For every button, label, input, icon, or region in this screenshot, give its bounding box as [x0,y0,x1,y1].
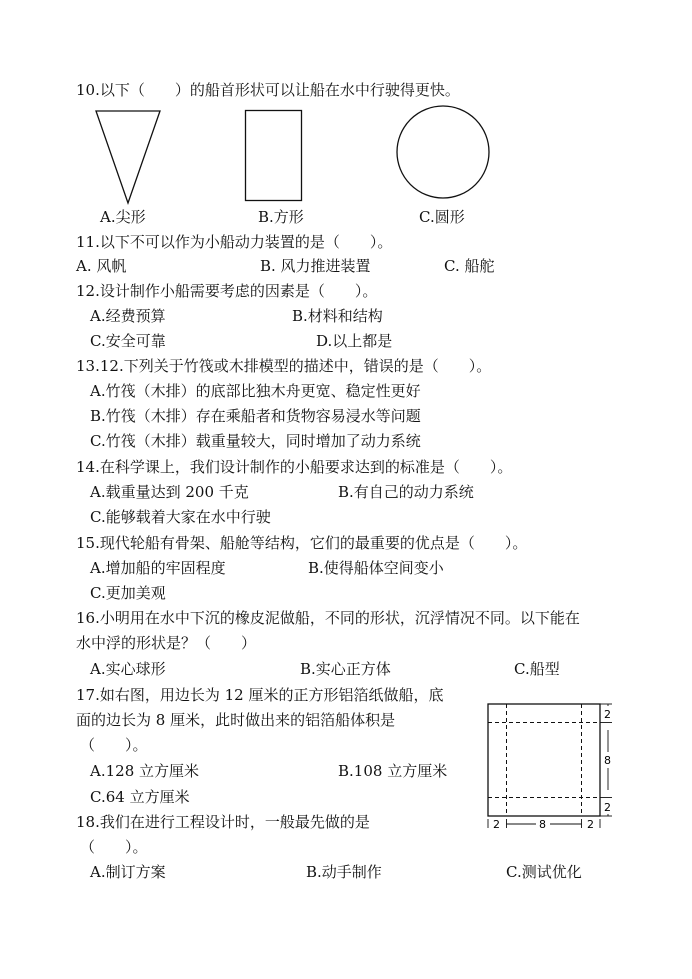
q13-stem: 13.12.下列关于竹筏或木排模型的描述中，错误的是（ ）。 [76,357,492,375]
dim-right-mid: 8 [604,754,611,767]
dim-right-bottom: 2 [604,801,611,814]
q18-option-c: C.测试优化 [506,863,582,881]
q16-stem-line2: 水中浮的形状是？（ ） [76,634,257,652]
q10-option-b: B.方形 [258,208,304,226]
q16-option-c: C.船型 [514,660,560,678]
q14-stem: 14.在科学课上，我们设计制作的小船要求达到的标准是（ ）。 [76,458,513,476]
q15-stem: 15.现代轮船有骨架、船舱等结构，它们的最重要的优点是（ ）。 [76,534,528,552]
foil-square-diagram [484,700,620,834]
q17-option-b: B.108 立方厘米 [338,762,448,780]
rectangle-shape-icon [244,109,304,203]
circle-shape-icon [394,103,492,201]
q11-option-c: C. 船舵 [444,257,495,275]
q13-option-b: B.竹筏（木排）存在乘船者和货物容易浸水等问题 [90,407,421,425]
q11-option-b: B. 风力推进装置 [260,257,371,275]
q10-option-c: C.圆形 [419,208,465,226]
q12-stem: 12.设计制作小船需要考虑的因素是（ ）。 [76,282,378,300]
dim-right-top: 2 [604,708,611,721]
q18-option-b: B.动手制作 [306,863,382,881]
outer-square [488,704,600,816]
q17-stem-line1: 17.如右图，用边长为 12 厘米的正方形铝箔纸做船，底 [76,686,444,704]
q13-option-a: A.竹筏（木排）的底部比独木舟更宽、稳定性更好 [90,382,421,400]
q15-option-c: C.更加美观 [90,584,166,602]
q17-option-a: A.128 立方厘米 [90,762,199,780]
dim-bottom-left: 2 [493,818,500,831]
q10-option-a: A.尖形 [100,208,146,226]
q12-option-c: C.安全可靠 [90,332,166,350]
triangle-shape-icon [94,108,162,206]
dim-bottom-mid: 8 [539,818,546,831]
q17-option-c: C.64 立方厘米 [90,788,190,806]
q14-option-b: B.有自己的动力系统 [338,483,474,501]
q16-option-b: B.实心正方体 [300,660,391,678]
q16-option-a: A.实心球形 [90,660,166,678]
q14-option-a: A.载重量达到 200 千克 [90,483,249,501]
q18-option-a: A.制订方案 [90,863,166,881]
q13-option-c: C.竹筏（木排）载重量较大，同时增加了动力系统 [90,432,421,450]
q12-option-b: B.材料和结构 [292,307,383,325]
q12-option-d: D.以上都是 [316,332,393,350]
q16-stem-line1: 16.小明用在水中下沉的橡皮泥做船，不同的形状，沉浮情况不同。以下能在 [76,609,580,627]
q10-stem: 10.以下（ ）的船首形状可以让船在水中行驶得更快。 [76,81,460,99]
q18-stem-line2: （ ）。 [80,838,148,856]
q12-option-a: A.经费预算 [90,307,166,325]
q15-option-b: B.使得船体空间变小 [308,559,444,577]
q11-stem: 11.以下不可以作为小船动力装置的是（ ）。 [76,233,393,251]
q17-stem-line3: （ ）。 [80,736,148,754]
q15-option-a: A.增加船的牢固程度 [90,559,226,577]
q18-stem-line1: 18.我们在进行工程设计时，一般最先做的是 [76,813,370,831]
q14-option-c: C.能够载着大家在水中行驶 [90,508,271,526]
dim-bottom-right: 2 [587,818,594,831]
q17-stem-line2: 面的边长为 8 厘米，此时做出来的铝箔船体积是 [76,711,396,729]
q11-option-a: A. 风帆 [76,257,127,275]
